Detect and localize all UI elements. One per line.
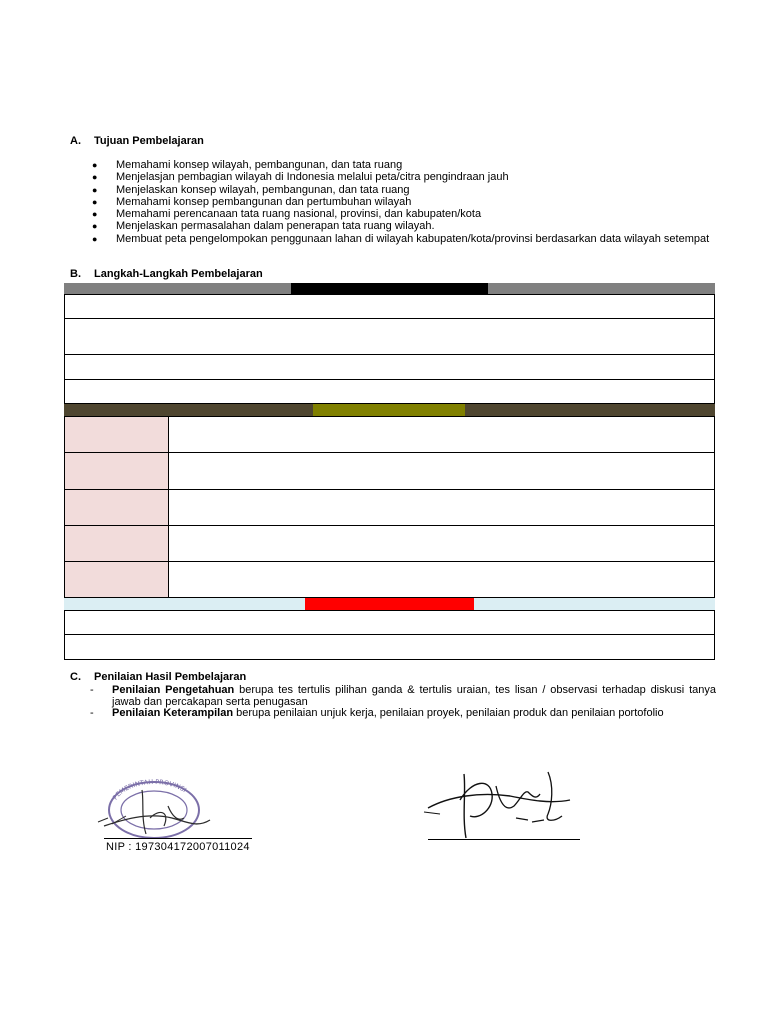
bullet-icon: ● bbox=[92, 233, 98, 244]
official-stamp bbox=[92, 778, 232, 842]
table-row bbox=[64, 453, 715, 490]
nip-label: NIP : 197304172007011024 bbox=[106, 841, 250, 853]
objective-text: Menjelaskan konsep wilayah, pembangunan, dan tata ruang bbox=[116, 183, 410, 196]
objective-text: Membuat peta pengelompokan penggunaan lahan di wilayah kabupaten/kota/provinsi berdasarkan data wilayah setempat bbox=[116, 232, 710, 245]
table-row bbox=[64, 562, 715, 598]
table-row bbox=[64, 319, 715, 355]
dash-marker: - bbox=[90, 684, 94, 696]
objective-item bbox=[92, 233, 712, 245]
table-row bbox=[64, 526, 715, 562]
row-label-cell bbox=[65, 562, 169, 597]
objectives-list bbox=[92, 159, 712, 245]
objective-item bbox=[92, 159, 712, 171]
table-header-band bbox=[64, 598, 715, 610]
table-row bbox=[64, 490, 715, 526]
section-a-title: Tujuan Pembelajaran bbox=[94, 135, 204, 147]
section-c-letter: C. bbox=[70, 671, 81, 683]
objective-item bbox=[92, 184, 712, 196]
bullet-icon: ● bbox=[92, 209, 98, 220]
header-cell-dark bbox=[64, 404, 313, 416]
header-cell-light-blue bbox=[64, 598, 305, 610]
table-header-band bbox=[64, 404, 715, 416]
table-row bbox=[64, 355, 715, 380]
table-row bbox=[64, 635, 715, 660]
handwritten-signature bbox=[420, 760, 585, 845]
objective-text: Menjelaskan permasalahan dalam penerapan tata ruang wilayah. bbox=[116, 220, 435, 233]
svg-text:PEMERINTAH PROVINSI: PEMERINTAH PROVINSI bbox=[111, 778, 188, 802]
objective-item bbox=[92, 220, 712, 232]
objective-item bbox=[92, 171, 712, 183]
bullet-icon: ● bbox=[92, 160, 98, 170]
header-cell-light-blue bbox=[474, 598, 715, 610]
objective-text: Memahami konsep pembangunan dan pertumbuhan wilayah bbox=[116, 195, 412, 208]
assessment-label: Penilaian Keterampilan bbox=[112, 707, 234, 719]
assessment-label: Penilaian Pengetahuan bbox=[112, 684, 235, 696]
header-cell-black bbox=[291, 283, 488, 294]
objective-text: Menjelasjan pembagian wilayah di Indonesia melalui peta/citra pengindraan jauh bbox=[116, 171, 509, 184]
header-cell-red bbox=[305, 598, 474, 610]
header-cell-gray bbox=[64, 283, 291, 294]
objective-item bbox=[92, 208, 712, 220]
row-label-cell bbox=[65, 490, 169, 525]
row-label-cell bbox=[65, 526, 169, 561]
objective-item bbox=[92, 196, 712, 208]
objective-text: Memahami perencanaan tata ruang nasional, provinsi, dan kabupaten/kota bbox=[116, 208, 482, 221]
signature-line bbox=[428, 839, 580, 840]
bullet-icon: ● bbox=[92, 221, 98, 232]
section-a-heading bbox=[70, 135, 204, 147]
row-label-cell bbox=[65, 453, 169, 489]
assessment-text: berupa tes tertulis pilihan ganda & tertulis uraian, tes lisan / observasi terhadap diskusi tanya jawab dan percakapan serta penugasan bbox=[112, 684, 716, 708]
section-b-title: Langkah-Langkah Pembelajaran bbox=[94, 268, 263, 280]
section-b-heading bbox=[70, 268, 263, 280]
table-row bbox=[64, 416, 715, 453]
assessment-item bbox=[92, 707, 716, 719]
header-cell-gray bbox=[488, 283, 715, 294]
assessment-item bbox=[92, 684, 716, 708]
header-cell-dark bbox=[465, 404, 715, 416]
table-row bbox=[64, 380, 715, 404]
table-row bbox=[64, 610, 715, 635]
table-header-band bbox=[64, 283, 715, 294]
row-label-cell bbox=[65, 417, 169, 452]
section-c-title: Penilaian Hasil Pembelajaran bbox=[94, 671, 247, 683]
section-c-heading bbox=[70, 671, 246, 683]
header-cell-olive bbox=[313, 404, 465, 416]
section-b-letter: B. bbox=[70, 268, 81, 280]
bullet-icon: ● bbox=[92, 172, 98, 183]
bullet-icon: ● bbox=[92, 196, 98, 207]
signature-line bbox=[104, 838, 252, 839]
section-a-letter: A. bbox=[70, 135, 81, 147]
table-row bbox=[64, 294, 715, 319]
objective-text: Memahami konsep wilayah, pembangunan, dan tata ruang bbox=[116, 159, 403, 171]
assessment-text: berupa penilaian unjuk kerja, penilaian proyek, penilaian produk dan penilaian portofolio bbox=[233, 707, 664, 719]
bullet-icon: ● bbox=[92, 184, 98, 195]
dash-marker: - bbox=[90, 707, 94, 719]
